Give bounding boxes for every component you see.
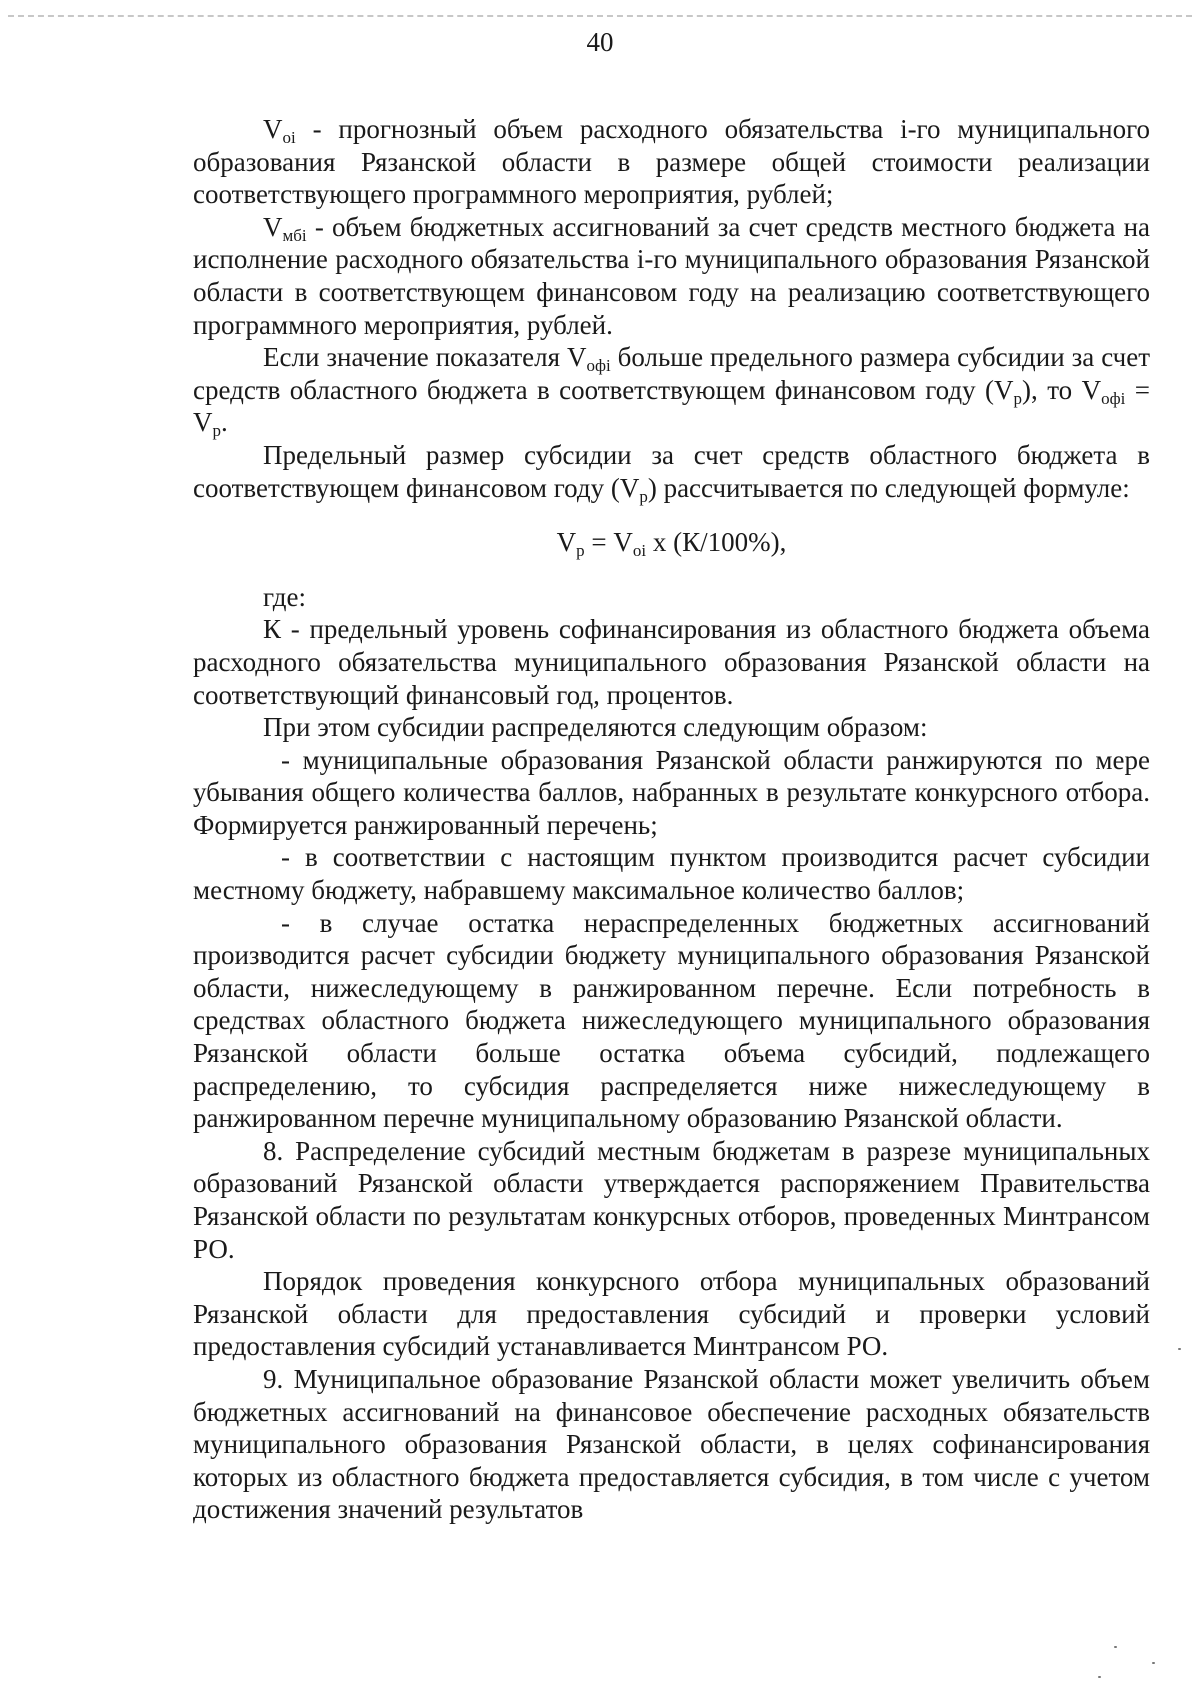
text-run: ) рассчитывается по следующей формуле: bbox=[647, 472, 1130, 503]
definition-text: - объем бюджетных ассигнований за счет средств местного бюджета на исполнение расходного обязательства i-го муниципального образования Рязанской области в соответствующем финансовом году на реализацию соответствующего программного мероприятия, рублей. bbox=[193, 211, 1150, 340]
text-run: Предельный размер субсидии за счет средств областного бюджета в соответствующем финансовом году ( bbox=[193, 439, 1150, 503]
text-run: больше предельного размера субсидии за счет средств областного бюджета в соответствующем финансовом году ( bbox=[193, 342, 1151, 405]
text-run: = bbox=[1125, 374, 1151, 405]
text-run: = bbox=[584, 527, 614, 558]
procedure-paragraph: Порядок проведения конкурсного отбора муниципальных образований Рязанской области для предоставления субсидий и проверки условий предоставления субсидий устанавливается Минтрансом РО. bbox=[193, 1266, 1150, 1362]
variable-subscript: р bbox=[212, 421, 221, 441]
distribution-item: - в случае остатка нераспределенных бюджетных ассигнований производится расчет субсидии бюджету муниципального образования Рязанской области, нижеследующему в ранжированном перечне. Если потребность в средствах областного бюджета нижеследующего муниципального образования Рязанской области больше остатка объема субсидий, подлежащего распределению, то субсидия распределяется ниже нижеследующему в ранжированном перечне муниципальному образованию Рязанской области. bbox=[193, 907, 1150, 1134]
paragraph-9: 9. Муниципальное образование Рязанской области может увеличить объем бюджетных ассигнований на финансовое обеспечение расходных обязательств муниципального образования Рязанской области, в целях софинансирования которых из областного бюджета предоставляется субсидия, в том числе с учетом достижения значений результатов bbox=[193, 1363, 1150, 1525]
formula bbox=[193, 526, 1150, 559]
variable-symbol: V bbox=[263, 211, 283, 242]
definition-text: - прогнозный объем расходного обязательства i-го муниципального образования Рязанской области в размере общей стоимости реализации соответствующего программного мероприятия, рублей; bbox=[193, 114, 1150, 210]
where-label: где: bbox=[263, 581, 306, 612]
variable-subscript: р bbox=[1013, 388, 1023, 408]
scan-speck bbox=[1114, 1646, 1117, 1648]
variable-symbol: V bbox=[263, 114, 283, 144]
variable-subscript: офi bbox=[1101, 388, 1126, 408]
variable-subscript: р bbox=[639, 486, 648, 506]
text-run: х (К/100%), bbox=[646, 527, 787, 558]
definition-vmbi bbox=[193, 211, 1150, 341]
definition-voi bbox=[193, 113, 1150, 211]
page-number: 40 bbox=[586, 27, 614, 57]
k-definition: К - предельный уровень софинансирования из областного бюджета объема расходного обязательства муниципального образования Рязанской области на соответствующий финансовый год, процентов. bbox=[193, 614, 1150, 710]
variable-subscript: р bbox=[576, 541, 585, 561]
scan-edge-line bbox=[8, 15, 1192, 17]
variable-symbol: V bbox=[193, 407, 213, 438]
variable-subscript: мбi bbox=[282, 225, 307, 245]
text-run: ), то bbox=[1022, 374, 1082, 405]
document-body bbox=[193, 113, 1150, 1526]
condition-paragraph bbox=[193, 341, 1150, 439]
variable-symbol: V bbox=[566, 342, 587, 373]
variable-symbol: V bbox=[994, 374, 1014, 405]
scan-speck bbox=[1098, 1676, 1101, 1678]
scan-speck bbox=[1178, 1348, 1181, 1350]
scan-speck bbox=[1152, 1662, 1155, 1664]
paragraph-8: 8. Распределение субсидий местным бюджетам в разрезе муниципальных образований Рязанской области утверждается распоряжением Правительства Рязанской области по результатам конкурсных отборов, проведенных Минтрансом РО. bbox=[193, 1135, 1150, 1264]
text-run: . bbox=[221, 407, 228, 438]
variable-symbol: V bbox=[1081, 374, 1102, 405]
distribution-item: - в соответствии с настоящим пунктом производится расчет субсидии местному бюджету, набравшему максимальное количество баллов; bbox=[193, 842, 1150, 906]
variable-subscript: oi bbox=[632, 541, 647, 561]
variable-symbol: V bbox=[613, 527, 633, 558]
variable-subscript: oi bbox=[282, 128, 296, 147]
distribution-item: - муниципальные образования Рязанской области ранжируются по мере убывания общего количества баллов, набранных в результате конкурсного отбора. Формируется ранжированный перечень; bbox=[193, 744, 1150, 840]
variable-symbol: V bbox=[619, 472, 640, 503]
distribution-intro: При этом субсидии распределяются следующим образом: bbox=[263, 712, 928, 743]
variable-symbol: V bbox=[556, 527, 577, 558]
limit-intro-paragraph bbox=[193, 439, 1150, 504]
text-run: Если значение показателя bbox=[263, 342, 567, 373]
variable-subscript: офi bbox=[586, 356, 611, 376]
